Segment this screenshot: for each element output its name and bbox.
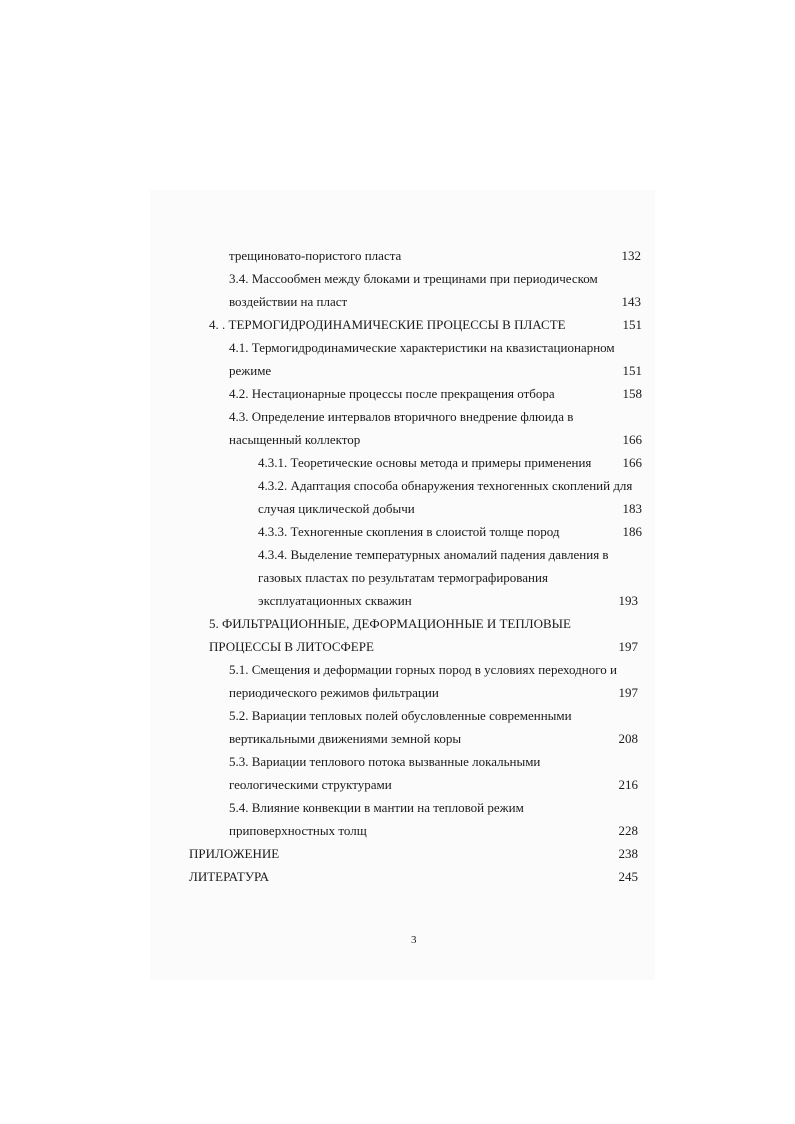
toc-line: периодического режимов фильтрации: [229, 685, 439, 700]
toc-line: 4.3.3. Техногенные скопления в слоистой толще пород: [258, 524, 560, 539]
page-number: 3: [411, 934, 417, 946]
toc-line: геологическими структурами: [229, 777, 392, 792]
toc-line: насыщенный коллектор: [229, 432, 361, 447]
toc-page: 158: [622, 386, 642, 401]
toc-page: 208: [618, 731, 638, 746]
toc-line: 4.3.4. Выделение температурных аномалий падения давления в: [258, 547, 609, 562]
toc-line: 4.1. Термогидродинамические характеристики на квазистационарном: [229, 340, 615, 355]
toc-page: 197: [618, 685, 638, 700]
toc-line: 5.2. Вариации тепловых полей обусловленные современными: [229, 708, 572, 723]
toc-line: 3.4. Массообмен между блоками и трещинами при периодическом: [229, 271, 598, 286]
toc-page: 228: [618, 823, 638, 838]
toc-page: 216: [618, 777, 638, 792]
toc-page: 193: [618, 593, 638, 608]
toc-page: 245: [618, 869, 638, 884]
toc-line: 5. ФИЛЬТРАЦИОННЫЕ, ДЕФОРМАЦИОННЫЕ И ТЕПЛОВЫЕ: [209, 616, 571, 631]
toc-page: 151: [622, 363, 642, 378]
toc-page: 143: [621, 294, 641, 309]
toc-line: 5.3. Вариации теплового потока вызванные локальными: [229, 754, 541, 769]
toc-page: 166: [622, 432, 642, 447]
toc-line: 4.3.1. Теоретические основы метода и примеры применения: [258, 455, 592, 470]
toc-line: газовых пластах по результатам термографирования: [258, 570, 548, 585]
toc-line: 4.2. Нестационарные процессы после прекращения отбора: [229, 386, 555, 401]
toc-page: 197: [618, 639, 638, 654]
toc-line: режиме: [229, 363, 272, 378]
toc-line: эксплуатационных скважин: [258, 593, 412, 608]
toc-line: воздействии на пласт: [229, 294, 348, 309]
toc-page: 151: [622, 317, 642, 332]
toc-line: вертикальными движениями земной коры: [229, 731, 462, 746]
toc-line: 4.3.2. Адаптация способа обнаружения техногенных скоплений для: [258, 478, 633, 493]
toc-line: 4. . ТЕРМОГИДРОДИНАМИЧЕСКИЕ ПРОЦЕССЫ В ПЛАСТЕ: [209, 317, 566, 332]
toc-line: 5.4. Влияние конвекции в мантии на тепловой режим: [229, 800, 524, 815]
toc-page: 183: [622, 501, 642, 516]
toc-line: 4.3. Определение интервалов вторичного внедрение флюида в: [229, 409, 574, 424]
toc-page: 186: [622, 524, 642, 539]
toc-line: трещиновато-пористого пласта: [229, 248, 402, 263]
toc-line: случая циклической добычи: [258, 501, 415, 516]
toc-line: ПРОЦЕССЫ В ЛИТОСФЕРЕ: [209, 639, 374, 654]
toc-line: ПРИЛОЖЕНИЕ: [189, 846, 280, 861]
toc-line: 5.1. Смещения и деформации горных пород в условиях переходного и: [229, 662, 617, 677]
toc-page: 166: [622, 455, 642, 470]
toc-line: ЛИТЕРАТУРА: [189, 869, 269, 884]
toc-line: приповерхностных толщ: [229, 823, 367, 838]
toc-page: 238: [618, 846, 638, 861]
toc-page: 132: [621, 248, 641, 263]
